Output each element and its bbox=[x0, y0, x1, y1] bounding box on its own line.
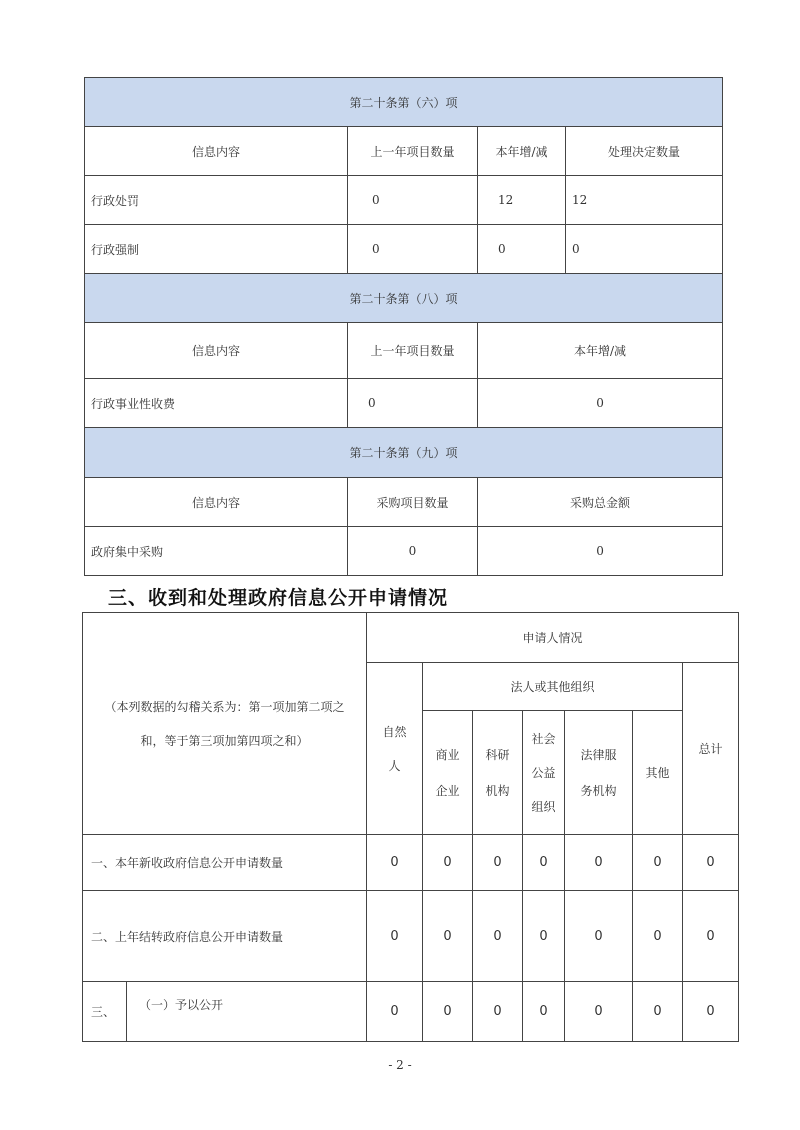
cell-value: 0 bbox=[633, 982, 683, 1042]
column-header: 信息内容 bbox=[85, 323, 348, 379]
cell-value: 0 bbox=[478, 527, 723, 576]
table-row bbox=[83, 891, 739, 982]
row-label: 二、上年结转政府信息公开申请数量 bbox=[83, 891, 367, 982]
cell-value: 0 bbox=[473, 982, 523, 1042]
cell-value: 0 bbox=[566, 225, 723, 274]
research-header bbox=[473, 711, 523, 835]
cell-value: 0 bbox=[423, 891, 473, 982]
table-article20-item8 bbox=[84, 273, 723, 428]
row-label: 一、本年新收政府信息公开申请数量 bbox=[83, 835, 367, 891]
column-header: 本年增/减 bbox=[478, 127, 566, 176]
table-row bbox=[83, 982, 739, 1042]
table-row bbox=[83, 835, 739, 891]
note-cell bbox=[83, 613, 367, 835]
social-org-header bbox=[523, 711, 565, 835]
header-line: 组织 bbox=[531, 799, 556, 814]
table-row bbox=[85, 527, 723, 576]
cell-value: 0 bbox=[423, 835, 473, 891]
cell-value: 0 bbox=[565, 982, 633, 1042]
header-line: 社会 bbox=[531, 731, 556, 746]
other-header: 其他 bbox=[633, 711, 683, 835]
header-line: 科研 bbox=[485, 747, 510, 762]
table-article20-item9 bbox=[84, 427, 723, 576]
cell-value: 0 bbox=[348, 527, 478, 576]
header-line: 务机构 bbox=[580, 783, 617, 798]
header-line: 机构 bbox=[485, 783, 510, 798]
page-number: - 2 - bbox=[388, 1058, 412, 1072]
cell-value: 0 bbox=[367, 835, 423, 891]
header-line: 企业 bbox=[435, 783, 460, 798]
section-title: 第二十条第（八）项 bbox=[85, 274, 723, 323]
column-header: 信息内容 bbox=[85, 478, 348, 527]
business-header bbox=[423, 711, 473, 835]
cell-value: 0 bbox=[523, 835, 565, 891]
cell-value: 0 bbox=[565, 835, 633, 891]
cell-value: 0 bbox=[348, 379, 478, 428]
cell-value: 12 bbox=[478, 176, 566, 225]
natural-person-header bbox=[367, 663, 423, 835]
cell-value: 0 bbox=[473, 835, 523, 891]
cell-value: 0 bbox=[683, 835, 739, 891]
cell-value: 0 bbox=[348, 225, 478, 274]
note-line: （本列数据的勾稽关系为：第一项加第二项之 bbox=[104, 699, 345, 714]
table-article20-item6 bbox=[84, 77, 723, 274]
row-label: 政府集中采购 bbox=[85, 527, 348, 576]
column-header: 上一年项目数量 bbox=[348, 127, 478, 176]
cell-value: 0 bbox=[473, 891, 523, 982]
cell-value: 0 bbox=[478, 225, 566, 274]
cell-value: 0 bbox=[633, 835, 683, 891]
cell-value: 0 bbox=[348, 176, 478, 225]
table-row bbox=[85, 379, 723, 428]
section-title: 第二十条第（六）项 bbox=[85, 78, 723, 127]
cell-value: 0 bbox=[523, 891, 565, 982]
table-row bbox=[85, 225, 723, 274]
table-applications bbox=[82, 612, 739, 1042]
column-header: 采购总金额 bbox=[478, 478, 723, 527]
row-sublabel: （一）予以公开 bbox=[127, 982, 367, 1042]
header-line: 人 bbox=[388, 758, 401, 773]
section-heading: 三、收到和处理政府信息公开申请情况 bbox=[108, 587, 449, 609]
header-line: 公益 bbox=[531, 765, 556, 780]
cell-value: 0 bbox=[523, 982, 565, 1042]
column-header: 本年增/减 bbox=[478, 323, 723, 379]
column-header: 采购项目数量 bbox=[348, 478, 478, 527]
cell-value: 0 bbox=[367, 891, 423, 982]
header-line: 自然 bbox=[382, 724, 407, 739]
cell-value: 0 bbox=[478, 379, 723, 428]
cell-value: 0 bbox=[683, 982, 739, 1042]
header-line: 商业 bbox=[435, 747, 460, 762]
cell-value: 12 bbox=[566, 176, 723, 225]
row-label: 三、 bbox=[83, 982, 127, 1042]
cell-value: 0 bbox=[367, 982, 423, 1042]
applicant-header: 申请人情况 bbox=[367, 613, 739, 663]
cell-value: 0 bbox=[565, 891, 633, 982]
legal-service-header bbox=[565, 711, 633, 835]
column-header: 信息内容 bbox=[85, 127, 348, 176]
note-line: 和，等于第三项加第四项之和） bbox=[140, 733, 309, 748]
total-header: 总计 bbox=[683, 663, 739, 835]
cell-value: 0 bbox=[683, 891, 739, 982]
table-row bbox=[85, 176, 723, 225]
row-label: 行政事业性收费 bbox=[85, 379, 348, 428]
row-label: 行政处罚 bbox=[85, 176, 348, 225]
column-header: 处理决定数量 bbox=[566, 127, 723, 176]
row-label: 行政强制 bbox=[85, 225, 348, 274]
cell-value: 0 bbox=[633, 891, 683, 982]
cell-value: 0 bbox=[423, 982, 473, 1042]
section-title: 第二十条第（九）项 bbox=[85, 428, 723, 478]
legal-org-header: 法人或其他组织 bbox=[423, 663, 683, 711]
header-line: 法律服 bbox=[580, 747, 617, 762]
column-header: 上一年项目数量 bbox=[348, 323, 478, 379]
